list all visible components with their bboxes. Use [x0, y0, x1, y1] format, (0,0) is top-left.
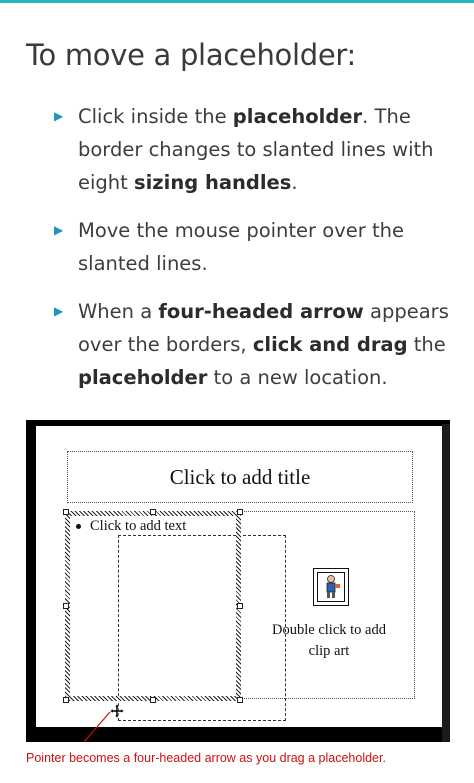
step-text: Click inside the placeholder. The border changes to slanted lines with eight sizing handles. — [78, 105, 434, 194]
clipart-icon[interactable] — [313, 568, 349, 606]
step-text: Move the mouse pointer over the slanted lines. — [78, 219, 404, 275]
four-headed-arrow-icon — [109, 703, 125, 719]
clipart-figure-icon — [318, 573, 344, 601]
step-item — [50, 295, 450, 394]
sizing-handle[interactable] — [150, 697, 156, 703]
bullet-dot-icon — [76, 524, 81, 529]
triangle-bullet-icon: ▶ — [54, 223, 64, 237]
steps-list — [50, 100, 450, 409]
sizing-handle[interactable] — [63, 697, 69, 703]
body-placeholder-text: Click to add text — [76, 518, 186, 535]
top-accent-bar — [0, 0, 474, 3]
page-heading: To move a placeholder: — [26, 38, 356, 72]
selected-text-placeholder[interactable] — [65, 511, 241, 701]
sizing-handle[interactable] — [63, 509, 69, 515]
sizing-handle[interactable] — [237, 697, 243, 703]
title-placeholder-text: Click to add title — [169, 464, 311, 489]
step-text: When a four-headed arrow appears over the borders, click and drag the placeholder to a new location. — [78, 300, 449, 389]
title-placeholder[interactable] — [67, 451, 413, 503]
triangle-bullet-icon: ▶ — [54, 304, 64, 318]
step-item — [50, 214, 450, 280]
clipart-placeholder-text: Double click to add clip art — [272, 622, 386, 659]
figure-caption: Pointer becomes a four-headed arrow as you drag a placeholder. — [26, 751, 386, 765]
step-item — [50, 100, 450, 199]
triangle-bullet-icon: ▶ — [54, 109, 64, 123]
sizing-handle[interactable] — [63, 603, 69, 609]
sizing-handle[interactable] — [237, 603, 243, 609]
sizing-handle[interactable] — [150, 509, 156, 515]
sizing-handle[interactable] — [237, 509, 243, 515]
slide-shadow — [442, 424, 450, 742]
